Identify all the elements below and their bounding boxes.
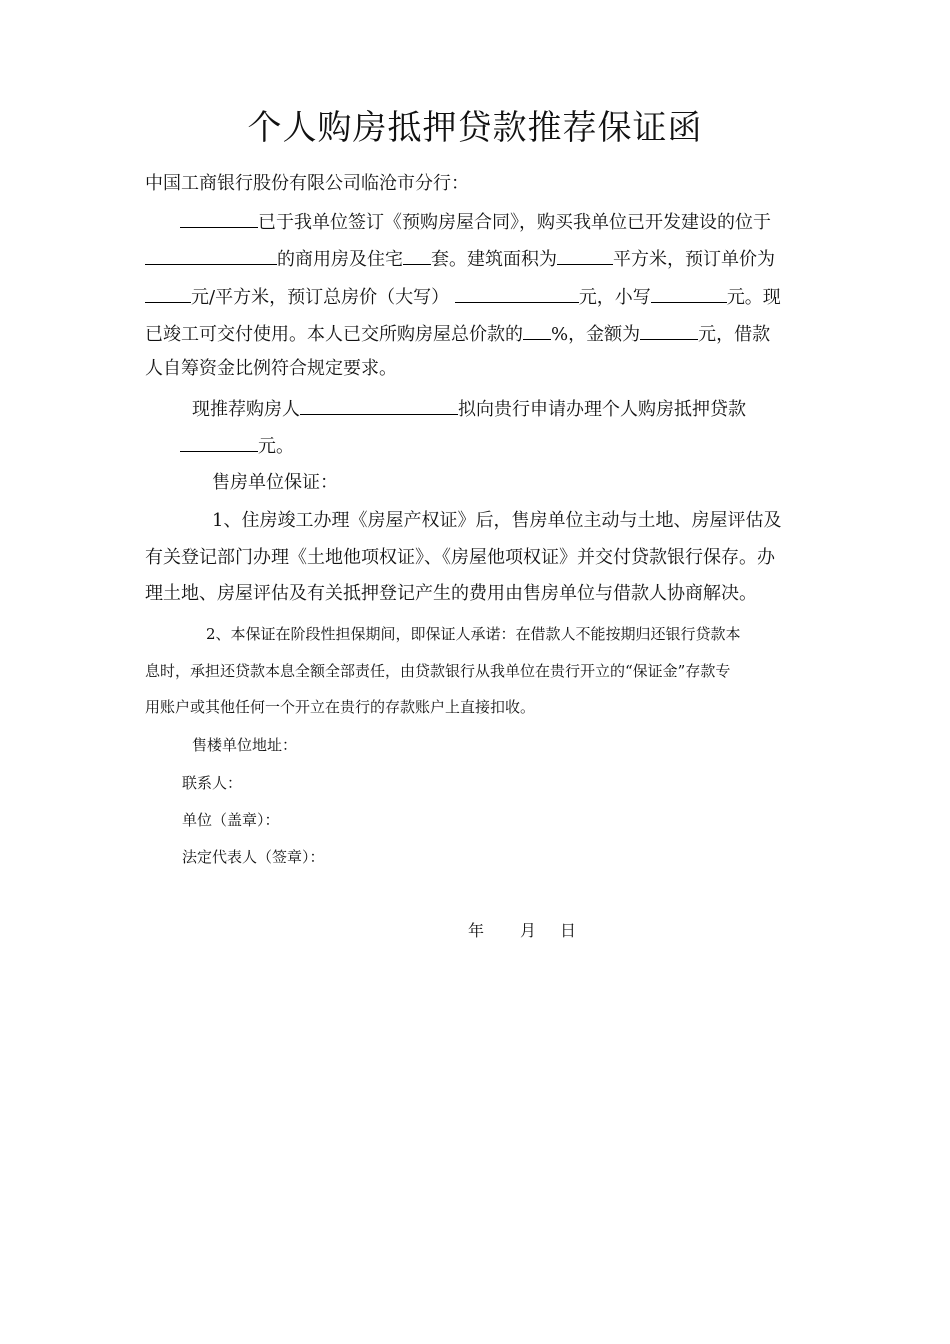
- amount-blank[interactable]: [640, 321, 698, 340]
- unit-price-blank[interactable]: [145, 284, 191, 303]
- para2-line1-text-a: 现推荐购房人: [192, 399, 300, 420]
- item1-line1: 1、住房竣工办理《房屋产权证》后，售房单位主动与土地、房屋评估及: [212, 510, 782, 531]
- item1-line2: 有关登记部门办理《土地他项权证》、《房屋他项权证》并交付贷款银行保存。办: [145, 547, 775, 568]
- para1-line1-text: 已于我单位签订《预购房屋合同》，购买我单位已开发建设的位于: [258, 212, 771, 233]
- area-blank[interactable]: [557, 246, 613, 265]
- para1-line5: 人自筹资金比例符合规定要求。: [145, 358, 397, 379]
- units-count-blank[interactable]: [403, 246, 431, 265]
- para1-line4: [145, 321, 770, 347]
- recommended-buyer-blank[interactable]: [300, 396, 458, 415]
- para2-line1: [192, 396, 746, 422]
- para2-line2-text: 元。: [258, 436, 294, 457]
- item2-line1: 2、本保证在阶段性担保期间，即保证人承诺：在借款人不能按期归还银行贷款本: [206, 625, 741, 643]
- item1-line3: 理土地、房屋评估及有关抵押登记产生的费用由售房单位与借款人协商解决。: [145, 583, 757, 604]
- item2-line2: 息时，承担还贷款本息全额全部责任，由贷款银行从我单位在贵行开立的“保证金”存款专: [145, 662, 731, 680]
- location-blank[interactable]: [145, 246, 277, 265]
- percent-blank[interactable]: [523, 321, 551, 340]
- guarantee-heading: 售房单位保证：: [212, 472, 338, 493]
- seller-address-label: 售楼单位地址：: [192, 736, 298, 754]
- para1-line2-text-c: 平方米，预订单价为: [613, 249, 775, 270]
- date-year: 年: [468, 921, 485, 940]
- total-price-figures-blank[interactable]: [651, 284, 727, 303]
- para1-line1: [180, 209, 771, 235]
- contact-label: 联系人：: [182, 774, 243, 792]
- loan-amount-blank[interactable]: [180, 433, 258, 452]
- addressee: 中国工商银行股份有限公司临沧市分行：: [145, 173, 469, 194]
- legal-rep-label: 法定代表人（签章）：: [182, 848, 325, 866]
- para1-line4-text-b: %，金额为: [551, 324, 641, 345]
- unit-seal-label: 单位（盖章）：: [182, 811, 280, 829]
- para1-line4-text-c: 元，借款: [698, 324, 771, 345]
- para1-line2-text-b: 套。建筑面积为: [431, 249, 557, 270]
- para1-line2: [145, 246, 775, 272]
- date-month: 月: [520, 921, 537, 940]
- para1-line3-text-a: 元/平方米，预订总房价（大写）: [191, 287, 450, 308]
- para1-line2-text-a: 的商用房及住宅: [277, 249, 403, 270]
- para1-line3-text-c: 元。现: [726, 287, 781, 308]
- item2-line3: 用账户或其他任何一个开立在贵行的存款账户上直接扣收。: [145, 698, 536, 716]
- buyer-name-blank[interactable]: [180, 209, 258, 228]
- document-title: 个人购房抵押贷款推荐保证函: [247, 108, 703, 148]
- para1-line3: [145, 284, 781, 310]
- para1-line4-text-a: 已竣工可交付使用。本人已交所购房屋总价款的: [145, 324, 523, 345]
- para2-line1-text-b: 拟向贵行申请办理个人购房抵押贷款: [458, 399, 746, 420]
- total-price-words-blank[interactable]: [455, 284, 579, 303]
- date-day: 日: [560, 921, 577, 940]
- para1-line3-text-b: 元，小写: [578, 287, 651, 308]
- para2-line2: [180, 433, 294, 459]
